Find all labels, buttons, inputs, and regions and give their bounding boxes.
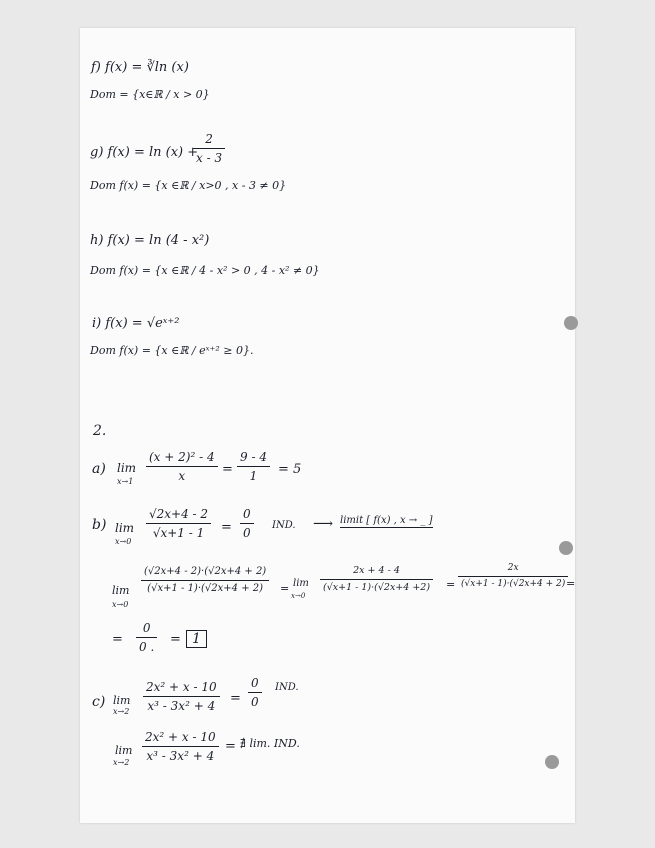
item-b-note: IND.: [272, 520, 296, 531]
item-a-result: = 5: [278, 462, 302, 477]
item-c-equals: =: [230, 691, 241, 706]
item-b-den-4: (√x+1 - 1)·(√2x+4 +2): [323, 581, 431, 593]
item-a-label: a): [92, 461, 106, 477]
item-b-lim-3: lim: [293, 578, 309, 589]
item-a-den-2: 1: [249, 469, 258, 483]
item-b-den-2: 0: [243, 526, 251, 540]
item-a-fraction: [146, 451, 218, 482]
item-g-den: x - 3: [196, 151, 223, 165]
item-c-label: c): [92, 694, 106, 710]
item-c-lim-2-sub: x→2: [113, 758, 130, 767]
item-b-num-3: (√2x+4 - 2)·(√2x+4 + 2): [144, 566, 267, 577]
item-b-lim-3-sub: x→0: [291, 592, 306, 600]
item-b-fraction-6: [136, 622, 157, 653]
item-b-num-6: 0: [142, 621, 151, 635]
item-a-equals: =: [222, 462, 233, 477]
item-b-den-3: (√x+1 - 1)·(√2x+4 + 2): [147, 583, 264, 594]
item-i-function: f(x) = √eˣ⁺²: [105, 316, 180, 331]
item-c-note: IND.: [275, 682, 299, 693]
item-c-fraction-3: [142, 731, 219, 762]
item-c-lim-sub: x→2: [113, 707, 130, 716]
item-i-expr: [92, 317, 179, 330]
item-b-result-box: 1: [186, 630, 207, 648]
item-c-num: 2x² + x - 10: [146, 680, 217, 694]
item-g-num: 2: [205, 132, 213, 146]
item-c-num-3: 2x² + x - 10: [145, 730, 216, 744]
item-b-equals-6: =: [170, 632, 181, 647]
item-c-fraction: [143, 681, 220, 712]
item-b-fraction-4: [320, 566, 433, 592]
item-b-lim-sub: x→0: [115, 537, 132, 546]
item-g-label: g): [90, 145, 104, 160]
item-b-den-5: (√x+1 - 1)·(√2x+4 + 2): [461, 579, 566, 589]
item-c-equals-2: =: [225, 739, 236, 754]
item-b-label: b): [92, 517, 107, 533]
item-c-den: x³ - 3x² + 4: [147, 699, 216, 713]
item-b-equals-3: =: [446, 578, 456, 591]
item-f-domain: Dom = {x∈ℝ / x > 0}: [90, 88, 210, 101]
punch-hole-middle: [559, 541, 573, 555]
item-b-equals-4: =: [566, 577, 576, 590]
item-c-fraction-2: [248, 677, 262, 708]
item-c-den-2: 0: [251, 695, 259, 709]
item-a-fraction-2: [237, 451, 270, 482]
item-b-num-4: 2x + 4 - 4: [353, 565, 400, 576]
item-a-lim-sub: x→1: [117, 477, 134, 486]
item-c-note-2: ∄ lim. IND.: [240, 737, 300, 750]
item-h-label: h): [90, 233, 104, 248]
item-b-den: √x+1 - 1: [152, 526, 205, 540]
item-b-num: √2x+4 - 2: [149, 507, 209, 521]
item-b-equals-2: =: [280, 582, 290, 595]
item-f-function: f(x) = ∛ln (x): [105, 60, 189, 75]
item-b-num-5: 2x: [507, 563, 519, 573]
punch-hole-top: [564, 316, 578, 330]
item-b-den-6: 0 .: [139, 640, 155, 654]
item-i-label: i): [92, 316, 102, 331]
item-f-expr: [91, 61, 189, 74]
item-g-lhs: f(x) = ln (x) +: [107, 145, 199, 160]
item-g-domain: Dom f(x) = {x ∈ℝ / x>0 , x - 3 ≠ 0}: [90, 179, 287, 192]
item-a-num-2: 9 - 4: [240, 450, 267, 464]
item-h-function: f(x) = ln (4 - x²): [107, 233, 210, 248]
item-b-num-2: 0: [243, 507, 251, 521]
item-b-fraction-2: [240, 508, 254, 539]
item-g-expr: [90, 146, 198, 159]
item-f-label: f): [91, 60, 101, 75]
item-b-lim-2-sub: x→0: [112, 600, 129, 609]
item-i-domain: Dom f(x) = {x ∈ℝ / eˣ⁺² ≥ 0}.: [90, 344, 254, 357]
item-b-fraction-5: [458, 564, 568, 589]
item-b-fraction-3: [141, 567, 269, 594]
section-2-heading: 2.: [93, 423, 107, 439]
item-a-num: (x + 2)² - 4: [149, 450, 215, 464]
arrow-icon: ⟶: [313, 516, 334, 532]
item-a-lim: lim: [117, 461, 137, 475]
item-b-fraction: [146, 508, 211, 539]
item-b-lim-2: lim: [112, 584, 130, 597]
item-a-den: x: [178, 469, 186, 483]
item-c-num-2: 0: [251, 676, 259, 690]
item-h-domain: Dom f(x) = {x ∈ℝ / 4 - x² > 0 , 4 - x² ≠ 0}: [90, 264, 320, 277]
item-g-fraction: [193, 133, 225, 164]
item-c-lim-2: lim: [115, 744, 133, 757]
item-b-equals: =: [221, 520, 232, 535]
item-b-arrow-text: limit [ f(x) , x → _ ]: [340, 515, 433, 526]
item-c-lim: lim: [113, 694, 131, 707]
item-c-den-3: x³ - 3x² + 4: [146, 749, 215, 763]
punch-hole-bottom: [545, 755, 559, 769]
item-b-lim: lim: [115, 521, 135, 535]
item-b-equals-5: =: [112, 632, 123, 647]
item-h-expr: [90, 234, 209, 247]
